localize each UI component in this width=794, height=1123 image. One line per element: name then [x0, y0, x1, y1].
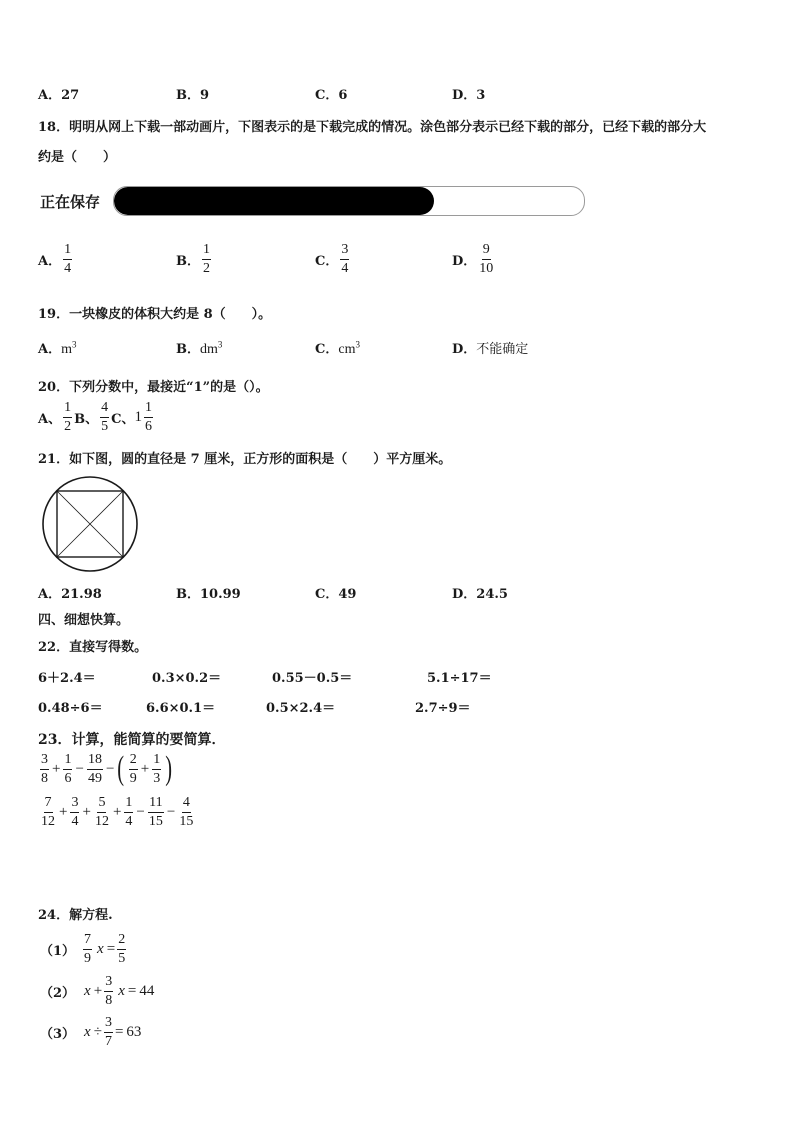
numerator: 3: [104, 1016, 113, 1033]
variable: x: [84, 983, 91, 999]
unit-base: cm: [338, 342, 356, 357]
q18-option-b: [176, 243, 213, 276]
denominator: 15: [148, 814, 163, 829]
fraction: [178, 796, 194, 829]
fraction: [63, 753, 72, 786]
operator: +: [112, 804, 122, 820]
q23-text: 23．计算，能简算的要简算．: [38, 732, 226, 748]
equation-2: [40, 975, 154, 1008]
q18-option-a: [38, 243, 74, 276]
equals-sign: =: [127, 983, 137, 999]
numerator: 1: [202, 243, 211, 260]
operator: −: [166, 804, 176, 820]
option-letter: D．: [452, 254, 477, 269]
mixed-whole: 1: [134, 409, 142, 425]
operator: −: [105, 760, 115, 777]
numerator: 2: [117, 933, 126, 950]
fraction: [87, 753, 103, 786]
denominator: 4: [125, 814, 133, 829]
progress-label: 正在保存: [40, 193, 101, 211]
option-letter: A．: [38, 342, 62, 357]
equation-math: [81, 975, 154, 1008]
expression-2: [38, 796, 196, 829]
equals-sign: =: [114, 1024, 124, 1040]
fraction: [40, 753, 49, 786]
denominator: 2: [203, 261, 210, 276]
q21-option-a: A．21.98: [38, 587, 102, 602]
calc-item: 2.7÷9＝: [415, 701, 471, 716]
fraction-b: [100, 401, 109, 434]
calc-item: 0.48÷6＝: [38, 701, 103, 716]
fraction-a: [63, 401, 72, 434]
fraction: [340, 243, 349, 276]
numerator: 9: [482, 243, 491, 260]
denominator: 5: [118, 951, 126, 966]
denominator: 49: [87, 770, 102, 786]
fraction: [478, 243, 494, 276]
denominator: 8: [41, 770, 48, 786]
fraction: [104, 975, 113, 1008]
q18-option-d: [452, 243, 496, 276]
right-paren: ): [165, 750, 173, 787]
calc-item: 0.55－0.5＝: [272, 671, 353, 686]
q20-options: [38, 401, 155, 434]
equation-3: [40, 1016, 141, 1049]
option-text: 不能确定: [476, 342, 529, 357]
q17-option-c: C．6: [315, 88, 348, 103]
unit: [61, 339, 77, 357]
numerator: 1: [124, 796, 133, 813]
rhs-value: 44: [139, 983, 155, 999]
numerator: 3: [340, 243, 349, 260]
fraction: [104, 1016, 113, 1049]
equation-math: [81, 1016, 141, 1049]
variable: x: [97, 941, 104, 957]
fraction: [129, 753, 138, 786]
unit: [200, 339, 223, 357]
fraction-c: [144, 401, 153, 434]
calc-item: 6＋2.4＝: [38, 671, 96, 686]
numerator: 3: [104, 975, 113, 992]
numerator: 7: [44, 796, 53, 813]
denominator: 5: [101, 419, 109, 434]
operator: −: [75, 760, 84, 777]
q19-option-d: [452, 338, 528, 357]
denominator: 12: [94, 814, 109, 829]
denominator: 12: [41, 814, 55, 829]
operator: +: [59, 804, 68, 820]
q22-text: 22．直接写得数。: [38, 640, 148, 655]
option-b-label: B、: [74, 412, 99, 427]
calc-item: 5.1÷17＝: [427, 671, 492, 686]
q20-text: 20．下列分数中，最接近“1”的是（）。: [38, 380, 269, 395]
unit-exponent: 3: [217, 339, 223, 350]
q19-option-b: [176, 338, 222, 358]
operator: −: [136, 804, 145, 820]
denominator: 6: [144, 419, 152, 434]
q18-option-c: [315, 243, 351, 276]
option-letter: A．: [38, 254, 62, 269]
denominator: 9: [84, 951, 92, 966]
operator: +: [52, 760, 61, 777]
q19-option-a: [38, 338, 76, 358]
q18-text-line1: 18．明明从网上下载一部动画片，下图表示的是下载完成的情况。涂色部分表示已经下载的部分，已经下载的部分大: [38, 120, 707, 135]
q24-text: 24．解方程.: [38, 908, 113, 923]
unit-base: dm: [200, 342, 218, 357]
fraction: [152, 753, 161, 786]
calc-item: 6.6×0.1＝: [146, 701, 216, 716]
numerator: 3: [70, 796, 79, 813]
fraction: [124, 796, 133, 829]
option-letter: C．: [315, 342, 339, 357]
equation-1: [40, 933, 128, 966]
left-paren: (: [117, 750, 125, 787]
numerator: 7: [83, 933, 92, 950]
denominator: 2: [64, 419, 72, 434]
expression-1: [38, 752, 175, 786]
fraction: [94, 796, 110, 829]
circle-square-figure: [40, 474, 140, 574]
denominator: 6: [64, 770, 72, 786]
q21-option-d: D．24.5: [452, 587, 508, 602]
numerator: 5: [97, 796, 106, 813]
denominator: 9: [129, 770, 137, 786]
equation-number: （1）: [40, 944, 76, 959]
numerator: 2: [129, 753, 138, 770]
denominator: 4: [341, 261, 349, 276]
fraction: [70, 796, 79, 829]
equation-math: [81, 933, 128, 966]
numerator: 1: [63, 243, 72, 260]
fraction: [148, 796, 164, 829]
section-heading: 四、细想快算。: [38, 613, 130, 628]
q17-option-a: A．27: [38, 88, 80, 103]
numerator: 1: [152, 753, 161, 770]
operator: +: [140, 760, 150, 777]
calc-item: 0.5×2.4＝: [266, 701, 336, 716]
fraction: [83, 933, 92, 966]
numerator: 1: [144, 401, 153, 418]
denominator: 7: [104, 1034, 112, 1049]
calc-item: 0.3×0.2＝: [152, 671, 222, 686]
numerator: 3: [40, 753, 49, 770]
q21-option-c: C．49: [315, 587, 357, 602]
unit: [338, 339, 360, 357]
numerator: 18: [87, 753, 103, 770]
q17-option-d: D．3: [452, 88, 486, 103]
fraction: [40, 796, 56, 829]
equals-sign: =: [106, 941, 116, 957]
equation-number: （3）: [40, 1027, 76, 1042]
denominator: 10: [479, 261, 494, 276]
variable: x: [84, 1024, 91, 1040]
option-letter: B．: [176, 254, 200, 269]
q21-text: 21．如下图，圆的直径是 7 厘米，正方形的面积是（ ）平方厘米。: [38, 452, 452, 467]
option-c-label: C、: [111, 412, 135, 427]
numerator: 1: [63, 753, 72, 770]
denominator: 15: [179, 814, 194, 829]
progress-fill: [114, 187, 434, 215]
operator: ÷: [93, 1024, 102, 1040]
option-letter: B．: [176, 342, 200, 357]
option-letter: D．: [452, 342, 477, 357]
q17-option-b: B．9: [176, 88, 210, 103]
fraction: [117, 933, 126, 966]
numerator: 1: [63, 401, 72, 418]
variable: x: [118, 983, 125, 999]
q19-option-c: [315, 338, 360, 358]
operator: +: [93, 983, 103, 999]
fraction: [63, 243, 72, 276]
unit-exponent: 3: [71, 339, 77, 350]
operator: +: [82, 804, 91, 820]
option-letter: C．: [315, 254, 339, 269]
fraction: [202, 243, 211, 276]
unit-exponent: 3: [355, 339, 360, 350]
denominator: 8: [105, 993, 113, 1008]
denominator: 4: [64, 261, 72, 276]
denominator: 4: [71, 814, 79, 829]
denominator: 3: [153, 770, 161, 786]
numerator: 4: [100, 401, 109, 418]
q19-text: 19．一块橡皮的体积大约是 8（ ）。: [38, 307, 272, 322]
progress-bar: [113, 186, 585, 216]
numerator: 4: [182, 796, 191, 813]
option-a-label: A、: [38, 412, 62, 427]
numerator: 11: [148, 796, 163, 813]
rhs-value: 63: [126, 1024, 142, 1040]
q21-option-b: B．10.99: [176, 587, 241, 602]
equation-number: （2）: [40, 986, 76, 1001]
unit-base: m: [61, 342, 72, 357]
q18-text-line2: 约是（ ）: [38, 150, 117, 165]
